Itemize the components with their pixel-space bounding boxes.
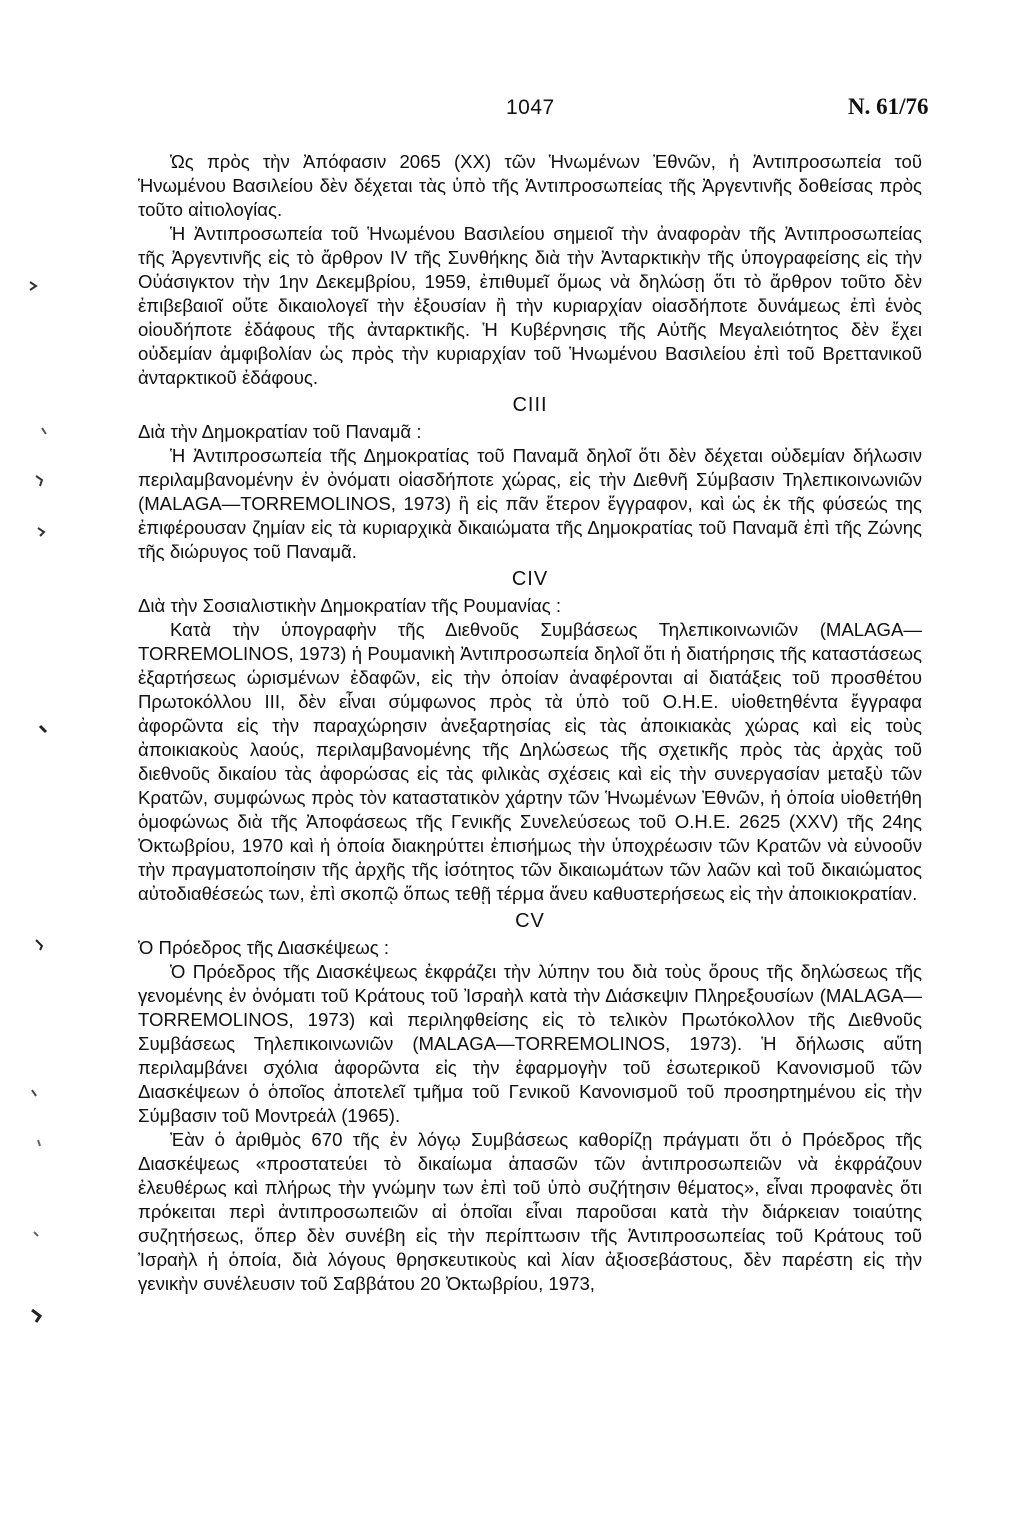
margin-mark [38,528,44,536]
margin-mark [30,282,36,290]
section-heading: Ὁ Πρόεδρος τῆς Διασκέψεως : [138,937,390,958]
margin-mark [36,940,42,950]
section-heading: Διὰ τὴν Σοσιαλιστικὴν Δημοκρατίαν τῆς Ρουμανίας : [138,595,562,616]
section-number: CIII [512,394,548,416]
paragraph: Ὡς πρὸς τὴν Ἀπόφασιν 2065 (XX) τῶν Ἡνωμένων Ἐθνῶν, ἡ Ἀντιπροσωπεία τοῦ Ἡνωμένου Βασιλείου δὲν δέχεται τὰς ὑπὸ τῆς Ἀντιπροσωπείας τῆς Ἀργεντινῆς δοθείσας πρὸς τοῦτο αἰτιολογίας. [138,151,922,220]
margin-mark [32,1090,36,1096]
paragraph: Ἐὰν ὁ ἀριθμὸς 670 τῆς ἐν λόγῳ Συμβάσεως καθορίζῃ πράγματι ὅτι ὁ Πρόεδρος τῆς Διασκέψεως «προστατεύει τὸ δικαίωμα ἁπασῶν τῶν ἀντιπροσωπειῶν νὰ ἐκφράζουν ἐλευθέρως καὶ πλήρως τὴν γνώμην των ἐπὶ τοῦ ὑπὸ συζήτησιν θέματος», εἶναι προφανὲς ὅτι πρόκειται περὶ ἀντιπροσωπειῶν αἱ ὁποῖαι εἶναι παροῦσαι κατὰ τὴν διάρκειαν τοιαύτης συζητήσεως, ὅπερ δὲν συνέβη εἰς τὴν περίπτωσιν τῆς Ἀντιπροσωπείας τοῦ Κράτους τοῦ Ἰσραὴλ ἡ ὁποία, διὰ λόγους θρησκευτικοὺς καὶ λίαν ἀξιοσεβάστους, δὲν παρέστη εἰς τὴν γενικὴν συνέλευσιν τοῦ Σαββάτου 20 Ὀκτωβρίου, 1973, [138,1129,922,1294]
margin-mark [42,428,46,434]
section-number: CIV [511,568,549,590]
section-heading: Διὰ τὴν Δημοκρατίαν τοῦ Παναμᾶ : [138,421,422,442]
body-text [138,150,922,1296]
section-number: CV [515,910,545,932]
paragraph: Κατὰ τὴν ὑπογραφὴν τῆς Διεθνοῦς Συμβάσεως Τηλεπικοινωνιῶν (MALAGA—TORREMOLINOS, 1973) ἡ Ρουμανικὴ Ἀντιπροσωπεία δηλοῖ ὅτι ἡ διατήρησις τῆς καταστάσεως ἐξαρτήσεως ὡρισμένων ἐδαφῶν, εἰς τὴν ὁποίαν ἀναφέρονται αἱ διατάξεις τοῦ προσθέτου Πρωτοκόλλου III, δὲν εἶναι σύμφωνος πρὸς τὰ ὑπὸ τοῦ Ο.Η.Ε. υἱοθετηθέντα ἔγγραφα ἀφορῶντα εἰς τὴν παραχώρησιν ἀνεξαρτησίας εἰς τὰς ἀποικιακὰς χώρας καὶ εἰς τοὺς ἀποικιακοὺς λαούς, περιλαμβανομένης τῆς Δηλώσεως τῆς σχετικῆς πρὸς τὰς ἀρχὰς τοῦ διεθνοῦς δικαίου τὰς ἀφορώσας εἰς τὰς φιλικὰς σχέσεις καὶ εἰς τὴν συνεργασίαν μεταξὺ τῶν Κρατῶν, συμφώνως πρὸς τὸν καταστατικὸν χάρτην τῶν Ἡνωμένων Ἐθνῶν, ἡ ὁποία υἱοθετήθη ὁμοφώνως διὰ τῆς Ἀποφάσεως τῆς Γενικῆς Συνελεύσεως τοῦ Ο.Η.Ε. 2625 (XXV) τῆς 24ης Ὀκτωβρίου, 1970 καὶ ἡ ὁποία διακηρύττει ἐπισήμως τὴν ὑποχρέωσιν τῶν Κρατῶν νὰ εὐνοοῦν τὴν πραγματοποίησιν τῆς ἀρχῆς τῆς ἰσότητος τῶν δικαιωμάτων τῶν λαῶν καὶ τοῦ δικαιώματος αὐτοδιαθέσεώς των, ἐπὶ σκοπῷ ὅπως τεθῇ τέρμα ἄνευ καθυστερήσεως εἰς τὴν ἀποικιοκρατίαν. [138,619,922,904]
margin-mark [36,476,42,486]
margin-mark [32,1310,40,1322]
margin-mark [40,726,46,732]
margin-mark [34,1232,38,1236]
paragraph: Ἡ Ἀντιπροσωπεία τῆς Δημοκρατίας τοῦ Παναμᾶ δηλοῖ ὅτι δὲν δέχεται οὐδεμίαν δήλωσιν περιλαμβανομένην ἐν ὀνόματι οἱασδήποτε χώρας, εἰς τὴν Διεθνῆ Σύμβασιν Τηλεπικοινωνιῶν (MALAGA—TORREMOLINOS, 1973) ἢ εἰς πᾶν ἕτερον ἔγγραφον, καὶ ὡς ἐκ τῆς φύσεώς της ἐπιφέρουσαν ζημίαν εἰς τὰ κυριαρχικὰ δικαιώματα τῆς Δημοκρατίας τοῦ Παναμᾶ ἐπὶ τῆς Ζώνης τῆς διώρυγος τοῦ Παναμᾶ. [138,445,922,562]
paragraph: Ἡ Ἀντιπροσωπεία τοῦ Ἡνωμένου Βασιλείου σημειοῖ τὴν ἀναφορὰν τῆς Ἀντιπροσωπείας τῆς Ἀργεντινῆς εἰς τὸ ἄρθρον IV τῆς Συνθήκης διὰ τὴν Ἀνταρκτικὴν τῆς ὑπογραφείσης εἰς τὴν Οὐάσιγκτον τὴν 1ην Δεκεμβρίου, 1959, ἐπιθυμεῖ ὅμως νὰ δηλώσῃ ὅτι τὸ ἄρθρον τοῦτο δὲν ἐπιβεβαιοῖ οὔτε δικαιολογεῖ τὴν ἐξουσίαν ἢ τὴν κυριαρχίαν οἱασδήποτε δυνάμεως ἐπὶ ἑνὸς οἱουδήποτε ἐδάφους τῆς ἀνταρκτικῆς. Ἡ Κυβέρνησις τῆς Αὐτῆς Μεγαλειότητος δὲν ἔχει οὐδεμίαν ἀμφιβολίαν ὡς πρὸς τὴν κυριαρχίαν τοῦ Ἡνωμένου Βασιλείου ἐπὶ τοῦ Βρεττανικοῦ ἀνταρκτικοῦ ἐδάφους. [138,223,922,388]
margin-mark [38,1140,40,1146]
page-number: 1047 [506,96,555,119]
document-reference: N. 61/76 [848,94,929,119]
paragraph: Ὁ Πρόεδρος τῆς Διασκέψεως ἐκφράζει τὴν λύπην του διὰ τοὺς ὅρους τῆς δηλώσεως τῆς γενομένης ἐν ὀνόματι τοῦ Κράτους τοῦ Ἰσραὴλ κατὰ τὴν Διάσκεψιν Πληρεξουσίων (MALAGA—TORREMOLINOS, 1973) καὶ περιληφθείσης εἰς τὸ τελικὸν Πρωτόκολλον τῆς Διεθνοῦς Συμβάσεως Τηλεπικοινωνιῶν (MALAGA—TORREMOLINOS, 1973). Ἡ δήλωσις αὕτη περιλαμβάνει σχόλια ἀφορῶντα εἰς τὴν ἐφαρμογὴν τοῦ ἐσωτερικοῦ Κανονισμοῦ τῶν Διασκέψεων ὁ ὁποῖος ἀποτελεῖ τμῆμα τοῦ Γενικοῦ Κανονισμοῦ τοῦ προσηρτημένου εἰς τὴν Σύμβασιν τοῦ Μοντρεάλ (1965). [138,961,922,1126]
